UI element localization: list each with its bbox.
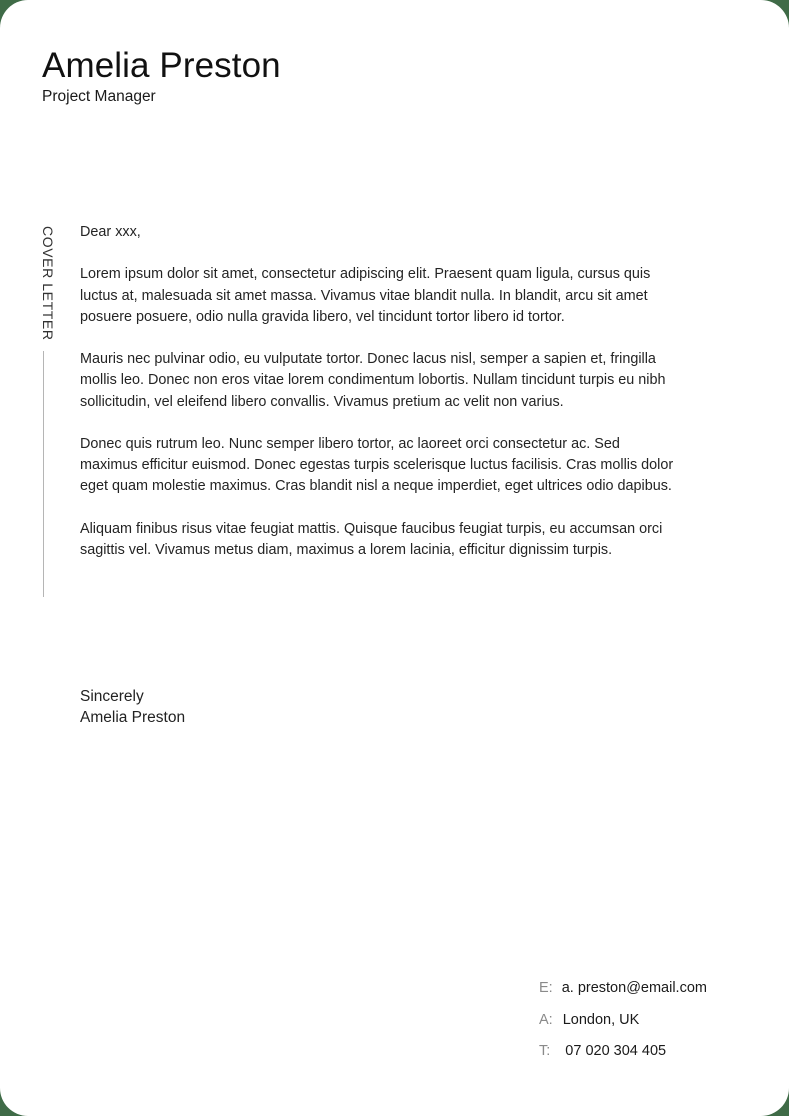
applicant-name: Amelia Preston [42, 46, 281, 85]
letter-paragraph: Lorem ipsum dolor sit amet, consectetur adipiscing elit. Praesent quam ligula, cursus quis luctus at, malesuada sit amet massa. Vivamus vitae blandit nulla. In blandit, arcu sit amet posuere posuere, odio nulla gravida libero, vel tincidunt tortor libero id tortor. [80, 266, 651, 325]
applicant-role: Project Manager [42, 88, 156, 105]
contact-phone [539, 1040, 707, 1072]
letter-greeting: Dear xxx, [80, 224, 141, 240]
letter-paragraph: Mauris nec pulvinar odio, eu vulputate tortor. Donec lacus nisl, semper a sapien et, fringilla mollis leo. Donec non eros vitae lorem condimentum lobortis. Nullam tincidunt turpis eu nibh sollicitudin, vel eleifend libero convallis. Vivamus pretium ac velit non varius. [80, 351, 666, 410]
letter-body [80, 222, 680, 582]
address-label: A: [539, 1011, 553, 1028]
contact-address [539, 1009, 707, 1041]
contact-info [539, 977, 707, 1072]
letter-paragraph: Aliquam finibus risus vitae feugiat mattis. Quisque faucibus feugiat turpis, eu accumsan orci sagittis vel. Vivamus metus diam, maximus a lorem lacinia, efficitur dignissim turpis. [80, 520, 663, 558]
vertical-divider [43, 351, 44, 597]
letter-closing [80, 686, 185, 728]
contact-email [539, 977, 707, 1009]
phone-label: T: [539, 1043, 551, 1059]
email-label: E: [539, 980, 553, 996]
phone-value[interactable]: 07 020 304 405 [565, 1043, 667, 1059]
section-label [38, 226, 58, 351]
section-label-text: COVER LETTER [40, 226, 56, 341]
email-value[interactable]: a. preston@email.com [561, 980, 707, 996]
signature-name: Amelia Preston [80, 709, 186, 726]
closing-phrase: Sincerely [80, 688, 144, 705]
letter-paragraph: Donec quis rutrum leo. Nunc semper libero tortor, ac laoreet orci consectetur ac. Sed maximus efficitur euismod. Donec egestas turpis scelerisque luctus facilisis. Cras mollis dolor eget quam molestie maximus. Cras blandit nisl a neque imperdiet, eget ultrices odio dapibus. [80, 435, 674, 495]
address-value: London, UK [562, 1011, 640, 1028]
